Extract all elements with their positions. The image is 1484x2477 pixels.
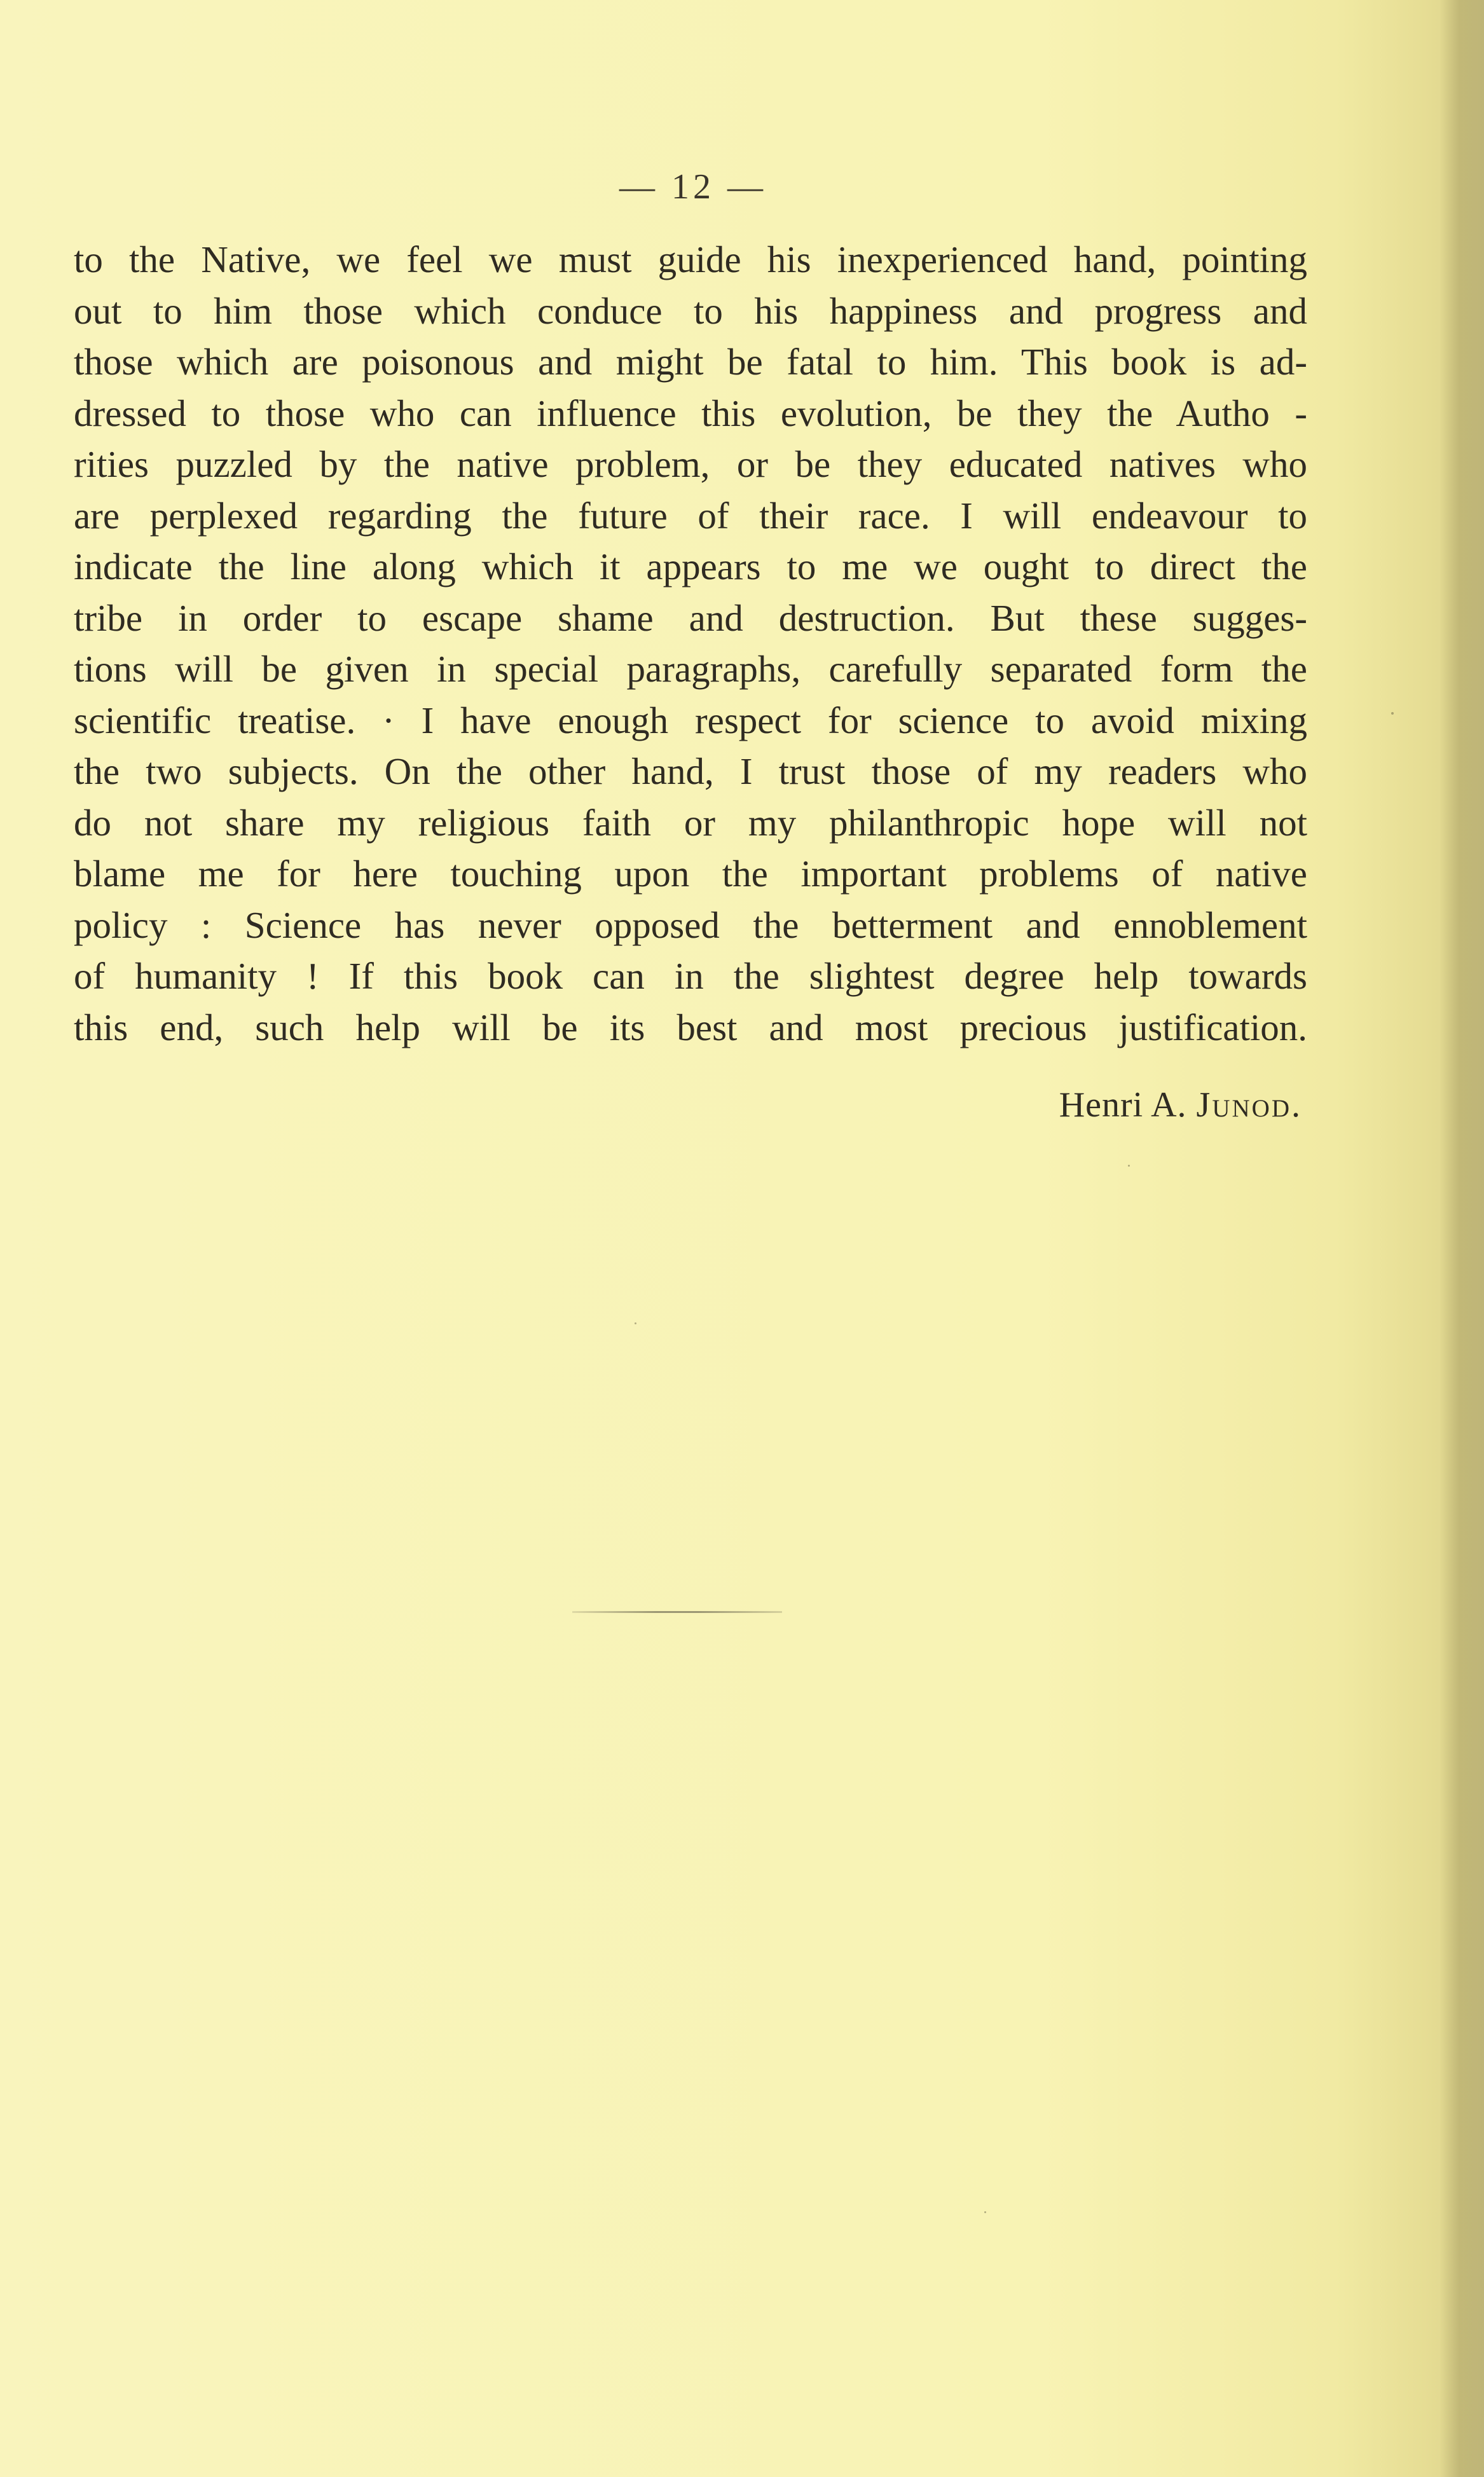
binding-shadow	[1439, 0, 1484, 2477]
author-signature	[1059, 1085, 1302, 1125]
text-line: rities puzzled by the native problem, or be they educated natives who	[74, 443, 1307, 485]
signature-surname: Junod.	[1196, 1085, 1302, 1125]
text-line: those which are poisonous and might be fatal to him. This book is ad-	[74, 341, 1307, 383]
text-line: out to him those which conduce to his happiness and progress and	[74, 289, 1307, 332]
text-line: do not share my religious faith or my philanthropic hope will not	[74, 801, 1307, 844]
paper-speck	[1391, 712, 1394, 715]
body-paragraph	[74, 234, 1307, 1053]
text-line: are perplexed regarding the future of their race. I will endeavour to	[74, 494, 1307, 537]
paper-speck	[984, 2211, 986, 2213]
paper-speck	[635, 1322, 636, 1324]
closing-rule	[572, 1611, 782, 1613]
text-line: policy : Science has never opposed the betterment and ennoblement	[74, 903, 1307, 946]
signature-given-name: Henri A.	[1059, 1085, 1187, 1125]
text-line: tribe in order to escape shame and destruction. But these sugges-	[74, 596, 1307, 639]
page-number: — 12 —	[619, 167, 767, 207]
text-line: of humanity ! If this book can in the slightest degree help towards	[74, 955, 1307, 997]
text-line: the two subjects. On the other hand, I trust those of my readers who	[74, 750, 1307, 792]
text-line: this end, such help will be its best and most precious justification.	[74, 1006, 1307, 1048]
text-line: scientific treatise. · I have enough respect for science to avoid mixing	[74, 699, 1307, 741]
text-line: indicate the line along which it appears to me we ought to direct the	[74, 545, 1307, 587]
text-line: tions will be given in special paragraphs, carefully separated form the	[74, 648, 1307, 690]
text-line: blame me for here touching upon the important problems of native	[74, 853, 1307, 895]
text-line: to the Native, we feel we must guide his inexperienced hand, pointing	[74, 238, 1307, 280]
paper-speck	[1128, 1165, 1130, 1167]
text-line: dressed to those who can influence this evolution, be they the Autho -	[74, 392, 1307, 434]
